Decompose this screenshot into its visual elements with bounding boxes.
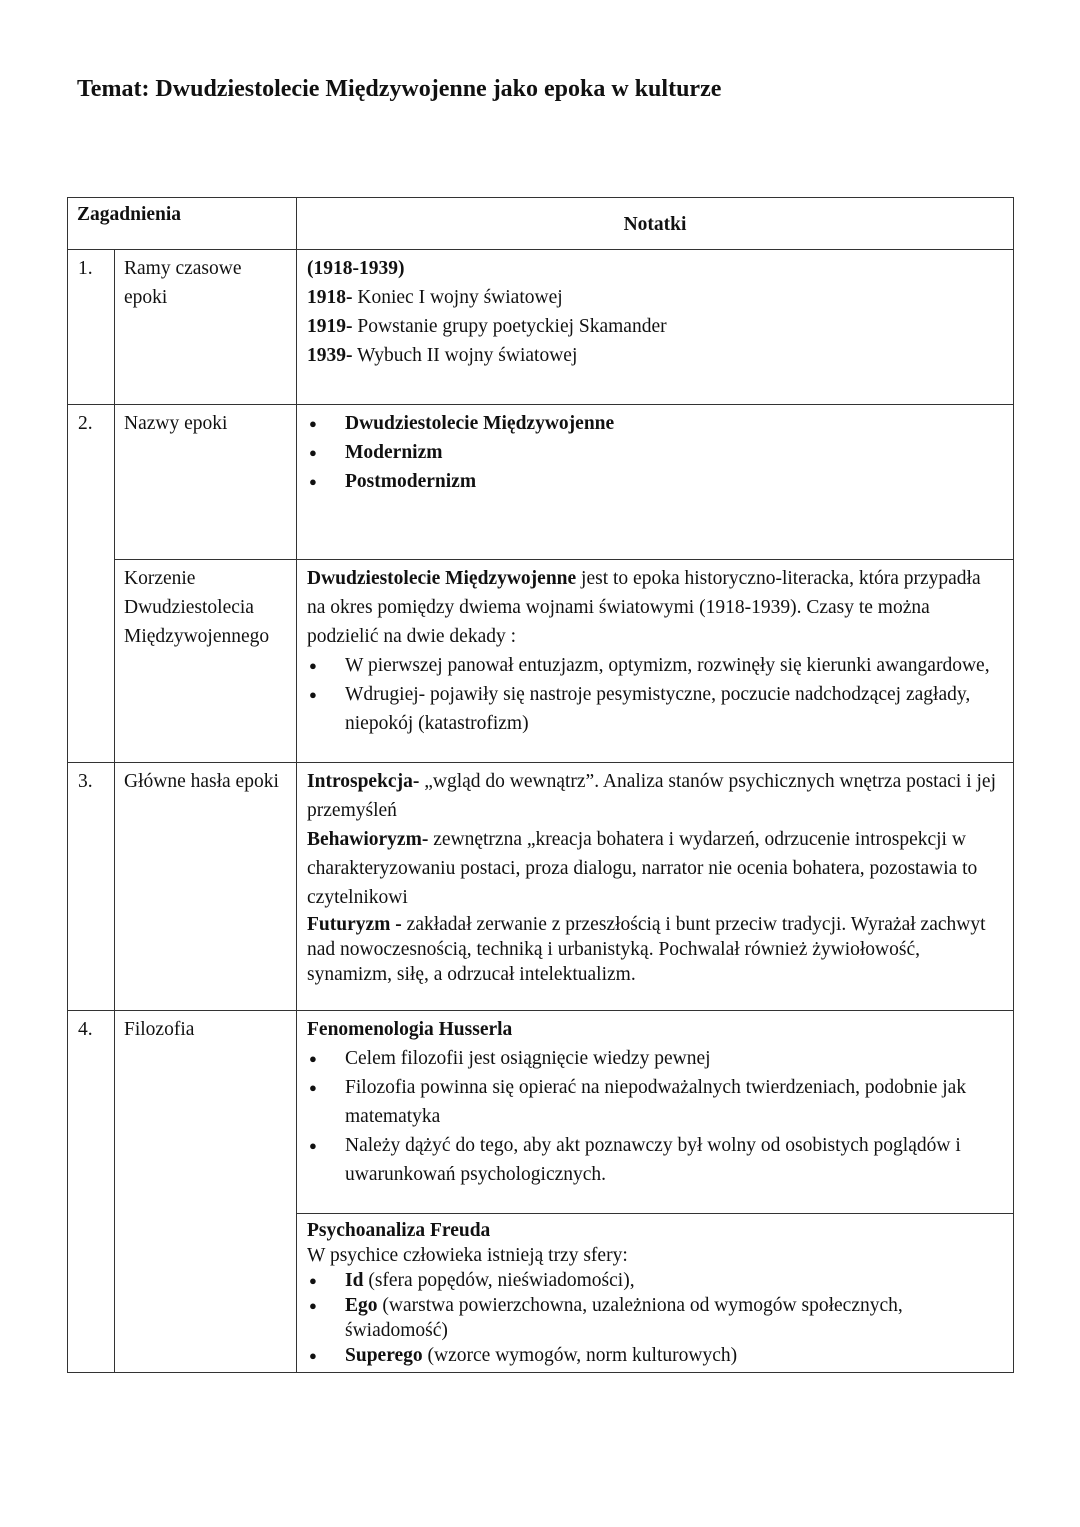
list-item: ● Postmodernizm (307, 467, 1003, 496)
list-item: ● Dwudziestolecie Międzywojenne (307, 409, 1003, 438)
list-item: ● Wdrugiej- pojawiły się nastroje pesymistyczne, poczucie nadchodzącej zagłady, niepokój (katastrofizm) (307, 680, 1003, 738)
list-item: ● Filozofia powinna się opierać na niepodważalnych twierdzeniach, podobnie jak matematyka (307, 1073, 1003, 1131)
row-topic-empty (115, 1214, 297, 1373)
table-header-row (68, 198, 1014, 250)
list-item: ● Superego (wzorce wymogów, norm kulturowych) (307, 1343, 1003, 1368)
event-item: 1939- Wybuch II wojny światowej (307, 345, 578, 366)
row-number-empty (68, 560, 115, 763)
list-item: ● W pierwszej panował entuzjazm, optymizm, rozwinęły się kierunki awangardowe, (307, 651, 1003, 680)
table-row (68, 1214, 1014, 1373)
row-number: 2. (68, 405, 115, 560)
table-row (68, 405, 1014, 560)
paragraph: Futuryzm - zakładał zerwanie z przeszłością i bunt przeciw tradycji. Wyrażał zachwyt nad nowoczesnością, techniką i urbanistyką. Pochwalał również żywiołowość, synamizm, siłę, a odrzucał intelektualizm. (307, 914, 986, 985)
paragraph: Introspekcja- „wgląd do wewnątrz”. Analiza stanów psychicznych wnętrza postaci i jej przemyśleń (307, 771, 996, 821)
list-item: ● Celem filozofii jest osiągnięcie wiedzy pewnej (307, 1044, 1003, 1073)
row-topic: Ramy czasowe epoki (115, 250, 297, 405)
section-heading: Psychoanaliza Freuda (307, 1220, 491, 1241)
header-topics: Zagadnienia (68, 198, 297, 250)
row-number-empty (68, 1214, 115, 1373)
table-row (68, 250, 1014, 405)
row-notes (297, 1011, 1014, 1214)
table-row (68, 1011, 1014, 1214)
list-item: ● Ego (warstwa powierzchowna, uzależniona od wymogów społecznych, świadomość) (307, 1293, 1003, 1343)
event-item: 1918- Koniec I wojny światowej (307, 287, 563, 308)
paragraph: Dwudziestolecie Międzywojenne jest to epoka historyczno-literacka, która przypadła na okres pomiędzy dwiema wojnami światowymi (1918-1939). Czasy te można podzielić na dwie dekady : (307, 568, 981, 647)
paragraph: Behawioryzm- zewnętrzna „kreacja bohatera i wydarzeń, odrzucenie introspekcji w charakteryzowaniu postaci, proza dialogu, narrator nie ocenia bohatera, pozostawia to czytelnikowi (307, 829, 978, 908)
list-item: ● Modernizm (307, 438, 1003, 467)
table-row (68, 560, 1014, 763)
page-title: Temat: Dwudziestolecie Międzywojenne jako epoka w kulturze (77, 76, 722, 102)
row-notes (297, 1214, 1014, 1373)
section-heading: Fenomenologia Husserla (307, 1019, 513, 1040)
row-notes (297, 250, 1014, 405)
row-notes (297, 405, 1014, 560)
list-item: ● Id (sfera popędów, nieświadomości), (307, 1268, 1003, 1293)
row-number: 4. (68, 1011, 115, 1214)
time-range: (1918-1939) (307, 258, 405, 279)
header-notes: Notatki (297, 198, 1014, 250)
row-topic: Główne hasła epoki (115, 763, 297, 1011)
event-item: 1919- Powstanie grupy poetyckiej Skamander (307, 316, 667, 337)
row-topic: Nazwy epoki (115, 405, 297, 560)
row-number: 3. (68, 763, 115, 1011)
notes-table (67, 197, 1014, 1373)
row-topic: Filozofia (115, 1011, 297, 1214)
table-row (68, 763, 1014, 1011)
row-notes (297, 560, 1014, 763)
row-number: 1. (68, 250, 115, 405)
row-topic: Korzenie Dwudziestolecia Międzywojennego (115, 560, 297, 763)
row-notes (297, 763, 1014, 1011)
list-item: ● Należy dążyć do tego, aby akt poznawczy był wolny od osobistych poglądów i uwarunkowań psychologicznych. (307, 1131, 1003, 1189)
paragraph: W psychice człowieka istnieją trzy sfery: (307, 1245, 628, 1266)
